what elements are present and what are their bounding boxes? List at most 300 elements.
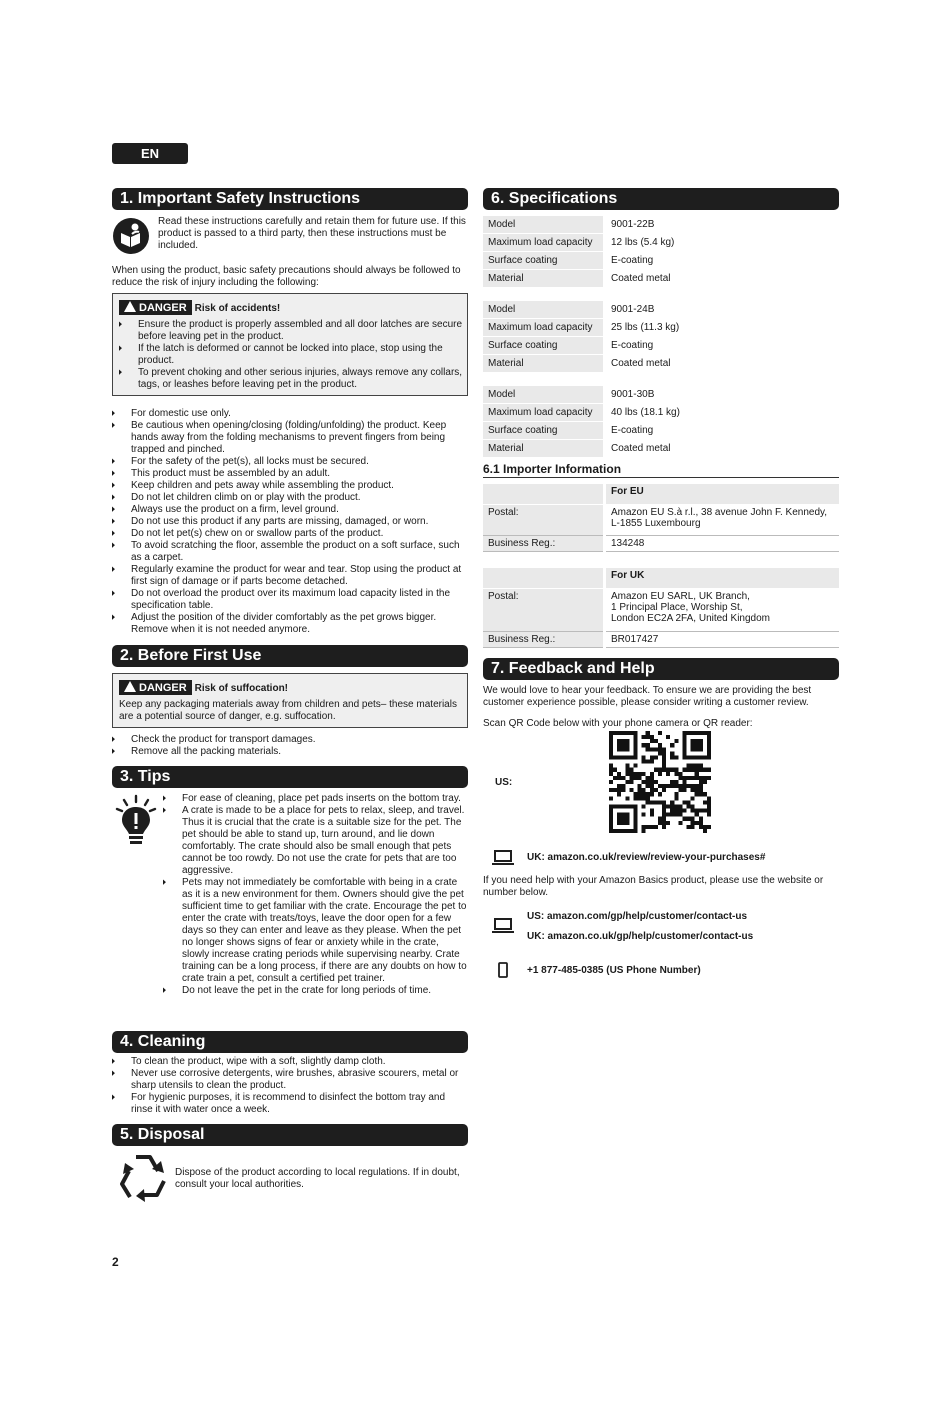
table-row: Business Reg.: BR017427 xyxy=(483,632,839,648)
qr-module xyxy=(666,804,670,808)
qr-module xyxy=(691,796,695,800)
qr-module xyxy=(642,825,646,829)
qr-module xyxy=(687,731,691,735)
spec-table-30b xyxy=(483,386,839,458)
qr-module xyxy=(617,804,621,808)
page-number: 2 xyxy=(112,1255,119,1269)
qr-module xyxy=(695,764,699,768)
qr-module xyxy=(658,821,662,825)
qr-module xyxy=(691,788,695,792)
qr-module xyxy=(707,804,711,808)
qr-module xyxy=(654,800,658,804)
qr-module xyxy=(609,743,613,747)
qr-module xyxy=(625,804,629,808)
qr-module xyxy=(678,813,682,817)
qr-module xyxy=(654,788,658,792)
help-text: If you need help with your Amazon Basics product, please use the website or number below. xyxy=(483,875,824,898)
qr-module xyxy=(670,800,674,804)
qr-module xyxy=(633,747,637,751)
qr-module xyxy=(695,768,699,772)
section-title-specifications: 6. Specifications xyxy=(483,188,839,210)
qr-module xyxy=(629,804,633,808)
qr-module xyxy=(695,784,699,788)
qr-module xyxy=(617,784,621,788)
qr-module xyxy=(699,755,703,759)
qr-module xyxy=(617,817,621,821)
safety-lead: When using the product, basic safety precautions should always be followed to reduce the risk of injury including the following: xyxy=(112,265,461,288)
qr-module xyxy=(670,804,674,808)
qr-module xyxy=(654,747,658,751)
laptop-icon xyxy=(492,850,514,866)
qr-module xyxy=(687,764,691,768)
qr-module xyxy=(625,743,629,747)
qr-module xyxy=(609,788,613,792)
qr-module xyxy=(691,784,695,788)
qr-module xyxy=(638,796,642,800)
qr-module xyxy=(633,792,637,796)
read-instructions-block xyxy=(112,217,468,259)
spec-table-24b xyxy=(483,301,839,373)
qr-module xyxy=(650,788,654,792)
qr-module xyxy=(650,776,654,780)
qr-module xyxy=(633,755,637,759)
section-title-cleaning: 4. Cleaning xyxy=(112,1031,468,1053)
qr-module xyxy=(613,731,617,735)
qr-module xyxy=(617,776,621,780)
qr-module xyxy=(621,739,625,743)
qr-module xyxy=(662,784,666,788)
qr-module xyxy=(707,825,711,829)
list-item: ▶ Keep children and pets away while assembling the product. xyxy=(112,480,468,492)
importer-title: 6.1 Importer Information xyxy=(483,462,839,478)
qr-module xyxy=(609,751,613,755)
scan-instruction: Scan QR Code below with your phone camera or QR reader: xyxy=(483,718,753,729)
qr-module xyxy=(703,780,707,784)
qr-module xyxy=(646,780,650,784)
qr-module xyxy=(609,768,613,772)
qr-module xyxy=(691,755,695,759)
qr-module xyxy=(703,792,707,796)
qr-module xyxy=(662,809,666,813)
tips-section xyxy=(112,766,468,997)
qr-module xyxy=(625,821,629,825)
qr-module xyxy=(682,755,686,759)
qr-module xyxy=(638,776,642,780)
list-item: ▶ For the safety of the pet(s), all locks must be secured. xyxy=(112,456,468,468)
table-row: Surface coating E-coating xyxy=(483,422,839,440)
warning-icon xyxy=(124,301,136,312)
uk-review-link[interactable]: UK: amazon.co.uk/review/review-your-purchases# xyxy=(527,852,766,863)
qr-module xyxy=(613,776,617,780)
importer-table-eu xyxy=(483,484,839,552)
qr-module xyxy=(642,755,646,759)
qr-module xyxy=(658,772,662,776)
qr-module xyxy=(670,809,674,813)
qr-module xyxy=(666,735,670,739)
qr-module xyxy=(633,817,637,821)
qr-module xyxy=(650,739,654,743)
qr-module xyxy=(629,776,633,780)
qr-module xyxy=(674,739,678,743)
qr-module xyxy=(695,731,699,735)
qr-module xyxy=(625,764,629,768)
table-row: Business Reg.: 134248 xyxy=(483,536,839,552)
qr-module xyxy=(707,735,711,739)
qr-module xyxy=(687,784,691,788)
language-tag: EN xyxy=(112,143,188,164)
qr-module xyxy=(621,755,625,759)
qr-module xyxy=(658,731,662,735)
first-use-list xyxy=(112,734,468,758)
table-row: Material Coated metal xyxy=(483,270,839,288)
qr-module xyxy=(617,755,621,759)
us-help-link[interactable]: US: amazon.com/gp/help/customer/contact-us xyxy=(527,911,748,922)
qr-module xyxy=(642,796,646,800)
qr-module xyxy=(703,800,707,804)
qr-module xyxy=(642,813,646,817)
qr-module xyxy=(687,804,691,808)
qr-module xyxy=(687,768,691,772)
disposal-section xyxy=(112,1124,468,1190)
qr-module xyxy=(691,809,695,813)
qr-module xyxy=(642,792,646,796)
qr-module xyxy=(646,776,650,780)
qr-module xyxy=(687,825,691,829)
qr-module xyxy=(617,747,621,751)
qr-module xyxy=(707,731,711,735)
qr-module xyxy=(658,800,662,804)
qr-module xyxy=(621,817,625,821)
qr-module xyxy=(654,755,658,759)
qr-module xyxy=(613,768,617,772)
qr-module xyxy=(674,809,678,813)
qr-module xyxy=(682,743,686,747)
qr-module xyxy=(646,792,650,796)
qr-module xyxy=(646,731,650,735)
qr-module xyxy=(629,731,633,735)
list-item: ▶ For ease of cleaning, place pet pads inserts on the bottom tray. xyxy=(163,793,468,805)
qr-module xyxy=(609,772,613,776)
qr-module xyxy=(691,739,695,743)
qr-module xyxy=(646,735,650,739)
qr-module xyxy=(662,788,666,792)
qr-module xyxy=(699,792,703,796)
qr-module xyxy=(695,743,699,747)
qr-module xyxy=(699,747,703,751)
qr-module xyxy=(633,735,637,739)
qr-module xyxy=(695,747,699,751)
qr-module xyxy=(646,747,650,751)
qr-module xyxy=(650,800,654,804)
qr-module xyxy=(617,772,621,776)
qr-module xyxy=(682,739,686,743)
danger-tag: DANGER xyxy=(119,300,192,315)
qr-module xyxy=(609,809,613,813)
list-item: ▶ Check the product for transport damages. xyxy=(112,734,468,746)
qr-module xyxy=(609,804,613,808)
qr-module xyxy=(695,772,699,776)
list-item: ▶ For hygienic purposes, it is recommend to disinfect the bottom tray and rinse it with water once a week. xyxy=(112,1092,468,1116)
qr-module xyxy=(642,760,646,764)
qr-module xyxy=(678,821,682,825)
phone-icon xyxy=(498,962,508,978)
section-title-feedback: 7. Feedback and Help xyxy=(483,658,839,680)
list-item: ▶ Be cautious when opening/closing (folding/unfolding) the product. Keep hands away from the folding mechanisms to prevent fingers from being trapped and pinched. xyxy=(112,420,468,456)
qr-module xyxy=(650,747,654,751)
danger-title: Risk of accidents! xyxy=(194,303,281,314)
qr-module xyxy=(691,743,695,747)
qr-module xyxy=(699,764,703,768)
laptop-icon xyxy=(492,918,514,934)
qr-module xyxy=(674,768,678,772)
qr-module xyxy=(609,755,613,759)
qr-module xyxy=(625,768,629,772)
qr-code[interactable] xyxy=(609,731,711,833)
qr-module xyxy=(642,743,646,747)
qr-module xyxy=(617,739,621,743)
qr-module xyxy=(670,751,674,755)
qr-module xyxy=(629,768,633,772)
qr-module xyxy=(666,784,670,788)
list-item: ▶ To prevent choking and other serious injuries, always remove any collars, tags, or leashes before leaving pet in the product. xyxy=(119,367,463,391)
list-item: ▶ Do not let children climb on or play with the product. xyxy=(112,492,468,504)
qr-module xyxy=(650,780,654,784)
qr-module xyxy=(629,780,633,784)
qr-module xyxy=(650,792,654,796)
list-item: ▶ To clean the product, wipe with a soft, slightly damp cloth. xyxy=(112,1056,468,1068)
list-item: ▶ A crate is made to be a place for pets to relax, sleep, and travel. Thus it is crucial that the crate is a suitable size for the pet. The pet should be able to stand up, turn around, and lie down comfortably. The crate should also be small enough that pets cannot be too rowdy. Do not use the crate for pets that are too aggressive. xyxy=(163,805,468,877)
section-title-tips: 3. Tips xyxy=(112,766,468,788)
qr-module xyxy=(613,755,617,759)
qr-module xyxy=(695,776,699,780)
qr-module xyxy=(703,829,707,833)
danger-text: Keep any packaging materials away from children and pets– these materials are a potential source of danger, e.g. suffocation. xyxy=(119,699,457,722)
qr-module xyxy=(650,813,654,817)
table-row: Model 9001-30B xyxy=(483,386,839,404)
qr-module xyxy=(617,788,621,792)
qr-module xyxy=(707,796,711,800)
qr-module xyxy=(650,755,654,759)
qr-module xyxy=(674,813,678,817)
list-item: ▶ If the latch is deformed or cannot be locked into place, stop using the product. xyxy=(119,343,463,367)
qr-module xyxy=(654,825,658,829)
cleaning-list xyxy=(112,1056,468,1116)
qr-module xyxy=(682,768,686,772)
qr-module xyxy=(687,817,691,821)
qr-module xyxy=(703,731,707,735)
qr-module xyxy=(633,751,637,755)
qr-module xyxy=(691,747,695,751)
cleaning-section xyxy=(112,1031,468,1116)
qr-module xyxy=(670,755,674,759)
qr-module xyxy=(678,784,682,788)
qr-module xyxy=(617,743,621,747)
qr-module xyxy=(682,780,686,784)
danger-tag: DANGER xyxy=(119,680,192,695)
qr-module xyxy=(658,743,662,747)
qr-module xyxy=(638,792,642,796)
uk-help-link[interactable]: UK: amazon.co.uk/gp/help/customer/contact-us xyxy=(527,931,754,942)
phone-number[interactable]: +1 877-485-0385 (US Phone Number) xyxy=(527,965,701,976)
qr-module xyxy=(621,784,625,788)
feedback-section xyxy=(483,658,839,976)
qr-module xyxy=(625,813,629,817)
table-row: Maximum load capacity 40 lbs (18.1 kg) xyxy=(483,404,839,422)
qr-module xyxy=(707,739,711,743)
qr-module xyxy=(707,800,711,804)
table-row: Material Coated metal xyxy=(483,355,839,373)
qr-module xyxy=(621,747,625,751)
qr-module xyxy=(638,788,642,792)
qr-module xyxy=(609,796,613,800)
table-row: Maximum load capacity 12 lbs (5.4 kg) xyxy=(483,234,839,252)
qr-module xyxy=(670,768,674,772)
qr-module xyxy=(707,747,711,751)
lightbulb-icon xyxy=(114,794,158,850)
qr-module xyxy=(613,788,617,792)
list-item: ▶ Regularly examine the product for wear and tear. Stop using the product at first sign of damage or if parts become detached. xyxy=(112,564,468,588)
qr-module xyxy=(642,735,646,739)
qr-module xyxy=(625,780,629,784)
qr-module xyxy=(609,780,613,784)
table-row: Postal: Amazon EU SARL, UK Branch, 1 Principal Place, Worship St, London EC2A 2FA, United Kingdom xyxy=(483,589,839,632)
qr-module xyxy=(662,768,666,772)
qr-module xyxy=(666,772,670,776)
qr-module xyxy=(642,829,646,833)
qr-module xyxy=(633,731,637,735)
qr-module xyxy=(662,755,666,759)
qr-module xyxy=(707,751,711,755)
section-title-safety: 1. Important Safety Instructions xyxy=(112,188,468,210)
qr-module xyxy=(609,817,613,821)
qr-module xyxy=(650,784,654,788)
qr-module xyxy=(662,751,666,755)
qr-module xyxy=(609,747,613,751)
qr-module xyxy=(621,821,625,825)
qr-module xyxy=(621,731,625,735)
qr-module xyxy=(699,784,703,788)
qr-module xyxy=(662,817,666,821)
qr-module xyxy=(633,829,637,833)
qr-module xyxy=(642,772,646,776)
qr-module xyxy=(662,747,666,751)
safety-list xyxy=(112,408,468,636)
danger-box-accidents xyxy=(112,293,468,396)
qr-module xyxy=(691,804,695,808)
qr-module xyxy=(650,772,654,776)
qr-module xyxy=(662,760,666,764)
qr-module xyxy=(625,829,629,833)
qr-module xyxy=(670,780,674,784)
table-row: Surface coating E-coating xyxy=(483,252,839,270)
qr-module xyxy=(633,813,637,817)
qr-module xyxy=(609,825,613,829)
qr-module xyxy=(670,813,674,817)
qr-module xyxy=(699,821,703,825)
qr-module xyxy=(633,776,637,780)
qr-module xyxy=(646,796,650,800)
list-item: ▶ Ensure the product is properly assembled and all door latches are secure before leaving pet in the product. xyxy=(119,319,463,343)
qr-module xyxy=(654,780,658,784)
qr-module xyxy=(629,772,633,776)
qr-module xyxy=(642,804,646,808)
qr-module xyxy=(625,755,629,759)
qr-module xyxy=(617,813,621,817)
qr-module xyxy=(662,800,666,804)
safety-intro: Read these instructions carefully and retain them for future use. If this product is passed to a third party, then these instructions must be included. xyxy=(158,216,466,251)
specifications-section xyxy=(483,188,839,648)
qr-module xyxy=(666,813,670,817)
qr-module xyxy=(670,743,674,747)
qr-module xyxy=(699,768,703,772)
qr-module xyxy=(703,809,707,813)
qr-module xyxy=(650,760,654,764)
qr-module xyxy=(687,755,691,759)
qr-module xyxy=(658,784,662,788)
qr-module xyxy=(699,776,703,780)
qr-module xyxy=(674,780,678,784)
qr-module xyxy=(613,829,617,833)
qr-module xyxy=(617,821,621,825)
qr-module xyxy=(633,796,637,800)
qr-module xyxy=(650,735,654,739)
qr-module xyxy=(609,829,613,833)
qr-module xyxy=(642,788,646,792)
table-row: Postal: Amazon EU S.à r.l., 38 avenue John F. Kennedy, L-1855 Luxembourg xyxy=(483,505,839,536)
qr-module xyxy=(703,768,707,772)
list-item: ▶ Always use the product on a firm, level ground. xyxy=(112,504,468,516)
list-item: ▶ This product must be assembled by an adult. xyxy=(112,468,468,480)
qr-module xyxy=(691,764,695,768)
qr-module xyxy=(613,804,617,808)
qr-module xyxy=(625,796,629,800)
qr-module xyxy=(625,772,629,776)
qr-module xyxy=(699,743,703,747)
qr-module xyxy=(609,821,613,825)
qr-module xyxy=(703,755,707,759)
qr-module xyxy=(678,809,682,813)
qr-module xyxy=(642,780,646,784)
qr-module xyxy=(638,772,642,776)
spec-table-22b xyxy=(483,216,839,288)
section-title-disposal: 5. Disposal xyxy=(112,1124,468,1146)
qr-module xyxy=(682,784,686,788)
qr-module xyxy=(662,804,666,808)
qr-module xyxy=(699,731,703,735)
qr-module xyxy=(658,817,662,821)
qr-module xyxy=(662,813,666,817)
qr-module xyxy=(682,788,686,792)
qr-module xyxy=(670,784,674,788)
qr-module xyxy=(633,809,637,813)
qr-module xyxy=(621,829,625,833)
qr-module xyxy=(682,800,686,804)
qr-module xyxy=(691,731,695,735)
qr-module xyxy=(703,825,707,829)
qr-module xyxy=(646,760,650,764)
warning-icon xyxy=(124,681,136,692)
left-column xyxy=(112,188,468,636)
qr-module xyxy=(633,743,637,747)
table-row: Material Coated metal xyxy=(483,440,839,458)
qr-module xyxy=(691,821,695,825)
qr-module xyxy=(674,772,678,776)
qr-module xyxy=(674,784,678,788)
qr-module xyxy=(662,825,666,829)
feedback-intro: We would love to hear your feedback. To ensure we are providing the best customer experience possible, please consider writing a customer review. xyxy=(483,685,812,708)
qr-module xyxy=(658,751,662,755)
qr-module xyxy=(707,755,711,759)
